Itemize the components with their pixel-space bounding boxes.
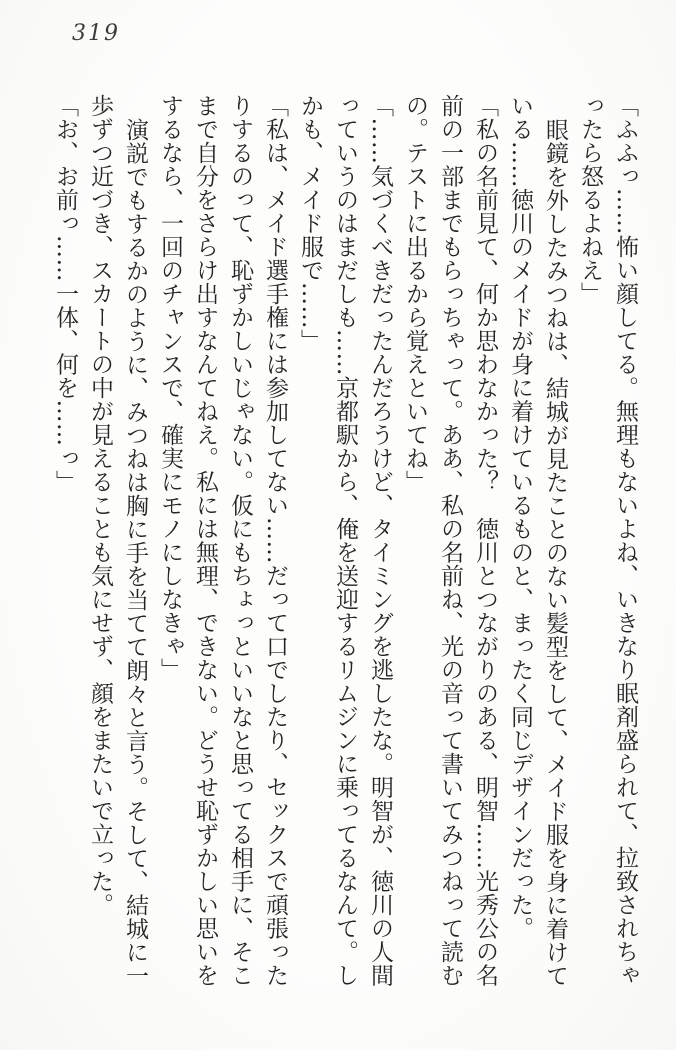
paragraph: 「私の名前見て、何か思わなかった？ 徳川とつながりのある、明智……光秀公の名前の一部までもらっちゃって。ああ、私の名前ね、光の音って書いてみつねって読むの。テストに出るから覚えといてね」 (402, 94, 498, 987)
page-number: 319 (72, 21, 120, 46)
paragraph: 眼鏡を外したみつねは、結城が見たことのない髪型をして、メイド服を身に着けている……徳川のメイドが身に着けているものと、まったく同じデザインだった。 (507, 94, 568, 987)
paragraph: 「……気づくべきだったんだろうけど、タイミングを逃したな。明智が、徳川の人間っていうのはまだしも……京都駅から、俺を送迎するリムジンに乗ってるなんて。しかも、メイド服で……」 (297, 94, 393, 987)
text-block (47, 94, 642, 996)
paragraph: 「ふふっ……怖い顔してる。無理もないよね、いきなり眠剤盛られて、拉致されちゃったら怒るよねえ」 (577, 94, 638, 987)
paragraph: 演説でもするかのように、みつねは胸に手を当てて朗々と言う。そして、結城に一歩ずつ近づき、スカートの中が見えることも気にせず、顔をまたいで立った。 (87, 94, 148, 987)
paragraph: 「私は、メイド選手権には参加してない……だって口でしたり、セックスで頑張ったりするのって、恥ずかしいじゃない。仮にもちょっといいなと思ってる相手に、そこまで自分をさらけ出すなんてねえ。私には無理、できない。どうせ恥ずかしい思いをするなら、一回のチャンスで、確実にモノにしなきゃ」 (157, 94, 288, 987)
paragraph: 「お、お前っ……一体、何を……っ」 (52, 94, 78, 494)
